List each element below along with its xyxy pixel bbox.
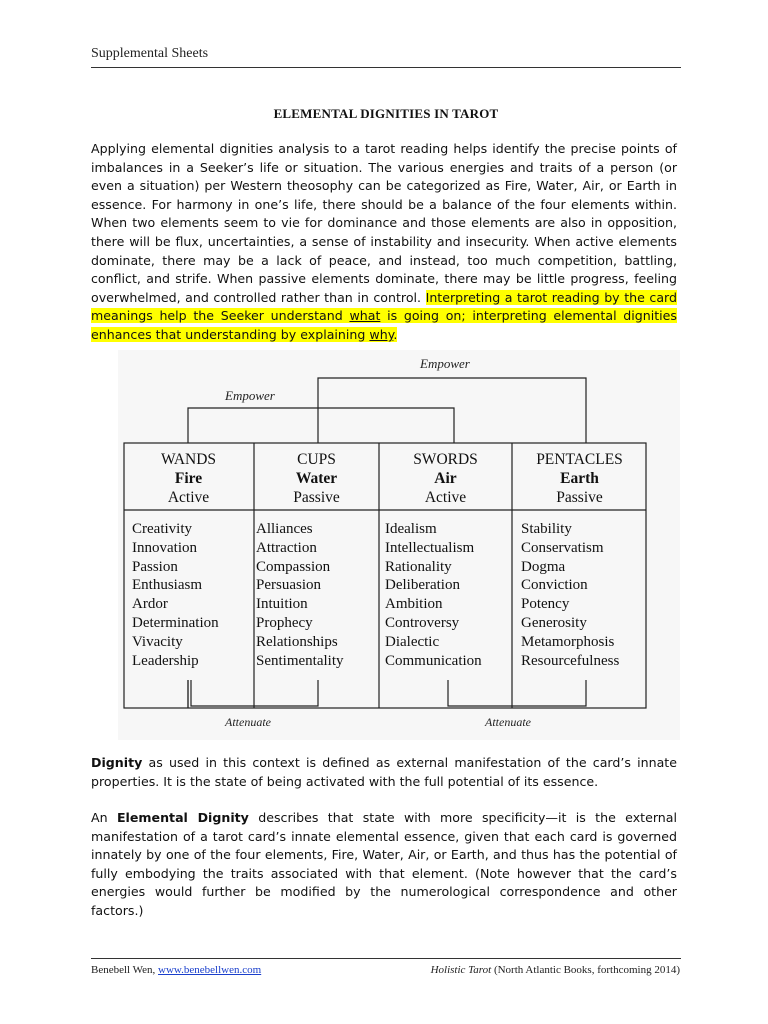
trait-item: Passion	[132, 558, 178, 575]
element-mode: Active	[167, 489, 210, 506]
trait-item: Idealism	[385, 521, 437, 537]
trait-item: Alliances	[256, 521, 313, 537]
book-title: Holistic Tarot	[430, 964, 492, 976]
attenuate-label-right: Attenuate	[485, 715, 531, 729]
trait-item: Generosity	[521, 614, 587, 631]
highlight-end: .	[393, 326, 398, 342]
footer-rule	[91, 958, 681, 959]
trait-item: Ardor	[132, 596, 168, 613]
empower-connector-outer	[318, 378, 586, 443]
element-name: Earth	[560, 470, 599, 487]
elemental-lead: An	[91, 810, 108, 825]
trait-item: Enthusiasm	[132, 577, 202, 594]
traits-wands	[132, 520, 219, 670]
dignity-paragraph	[91, 754, 677, 791]
element-name: Air	[434, 470, 457, 487]
trait-item: Persuasion	[256, 577, 321, 594]
trait-item: Creativity	[132, 521, 192, 537]
author-name: Benebell Wen,	[91, 964, 156, 976]
trait-item: Determination	[132, 614, 219, 631]
element-mode: Passive	[293, 489, 340, 506]
trait-item: Attraction	[256, 539, 317, 556]
trait-item: Prophecy	[256, 614, 313, 631]
footer-book	[431, 964, 680, 976]
dignity-definition: as used in this context is defined as external manifestation of the card’s innate properties. It is the state of being activated with the full potential of its essence.	[91, 755, 677, 789]
trait-item: Metamorphosis	[521, 633, 615, 650]
suit-name: WANDS	[160, 451, 217, 468]
underlined-why: why	[369, 326, 394, 342]
trait-item: Resourcefulness	[521, 652, 620, 669]
trait-item: Vivacity	[132, 633, 183, 650]
trait-item: Rationality	[385, 558, 452, 575]
attenuate-label-left: Attenuate	[225, 715, 271, 729]
trait-item: Conviction	[521, 577, 588, 594]
elemental-dignity-paragraph	[91, 809, 677, 921]
dignity-term: Dignity	[91, 755, 143, 770]
suit-name: CUPS	[297, 451, 336, 468]
header-rule	[91, 67, 681, 68]
trait-item: Stability	[521, 521, 572, 537]
trait-item: Controversy	[385, 614, 460, 631]
element-mode: Active	[424, 489, 467, 506]
footer-author	[91, 964, 261, 976]
underlined-what: what	[349, 308, 381, 324]
elemental-definition: describes that state with more specificity—it is the external manifestation of a tarot card’s innate elemental essence, given that each card is governed innately by one of the four elements, Fire, Water, Air, or Earth, and thus has the potential of fully embodying the traits associated with that element.	[91, 810, 678, 881]
highlight-part-a: Interpreting a tarot reading by the card meanings help the Seeker understand	[91, 289, 678, 324]
trait-item: Conservatism	[521, 539, 604, 556]
intro-text: Applying elemental dignities analysis to a tarot reading helps identify the precise points of imbalances in a Seeker’s life or situation. The various energies and traits of a person (or even a situation) per Western theosophy can be categorized as Fire, Water, Air, or Earth in essence. For harmony in one’s life, there should be a balance of the four elements within. When two elements seem to vie for dominance and those elements are also in opposition, there will be flux, uncertainties, a sense of instability and insecurity. When active elements dominate, there may be a lack of peace, and instead, too much competition, battling, conflict, and strife. When passive elements dominate, there may be little progress, feeling overwhelmed, and controlled rather than in control.	[91, 141, 677, 305]
trait-item: Ambition	[385, 596, 443, 613]
elemental-diagram	[118, 350, 680, 740]
traits-cups	[256, 520, 344, 670]
column-head-swords	[379, 450, 512, 507]
trait-item: Compassion	[256, 558, 331, 575]
trait-item: Deliberation	[385, 577, 460, 594]
element-mode: Passive	[556, 489, 603, 506]
elemental-note: (Note however that the card’s energies would further be modified by the numerological correspondence and other factors.)	[91, 865, 677, 918]
trait-item: Intellectualism	[385, 539, 475, 556]
trait-item: Potency	[521, 596, 570, 613]
trait-item: Sentimentality	[256, 652, 344, 669]
trait-item: Dogma	[521, 558, 566, 575]
trait-item: Innovation	[132, 539, 197, 556]
empower-label-left: Empower	[225, 388, 275, 403]
trait-item: Intuition	[256, 596, 308, 613]
suit-name: PENTACLES	[536, 451, 623, 468]
empower-connector-inner	[188, 408, 454, 443]
trait-item: Dialectic	[385, 633, 440, 650]
trait-item: Leadership	[132, 652, 199, 669]
page-title: ELEMENTAL DIGNITIES IN TAROT	[273, 106, 499, 121]
trait-item: Communication	[385, 652, 482, 669]
author-website-link[interactable]: www.benebellwen.com	[158, 964, 262, 976]
running-header: Supplemental Sheets	[91, 46, 209, 61]
book-publisher: (North Atlantic Books, forthcoming 2014)	[493, 964, 680, 976]
suit-name: SWORDS	[413, 451, 478, 468]
column-head-pentacles	[513, 450, 646, 507]
empower-label-top: Empower	[420, 356, 470, 371]
intro-paragraph	[91, 140, 677, 345]
elemental-dignity-term: Elemental Dignity	[116, 810, 249, 825]
traits-swords	[385, 520, 482, 670]
column-head-wands	[122, 450, 255, 507]
element-name: Fire	[174, 470, 203, 487]
highlight-part-b: is going on; interpreting elemental dignities enhances that understanding by explaining	[91, 308, 677, 342]
traits-pentacles	[521, 520, 619, 670]
element-name: Water	[295, 470, 338, 487]
column-head-cups	[250, 450, 383, 507]
attenuate-connector-right	[448, 680, 586, 706]
trait-item: Relationships	[256, 633, 338, 650]
